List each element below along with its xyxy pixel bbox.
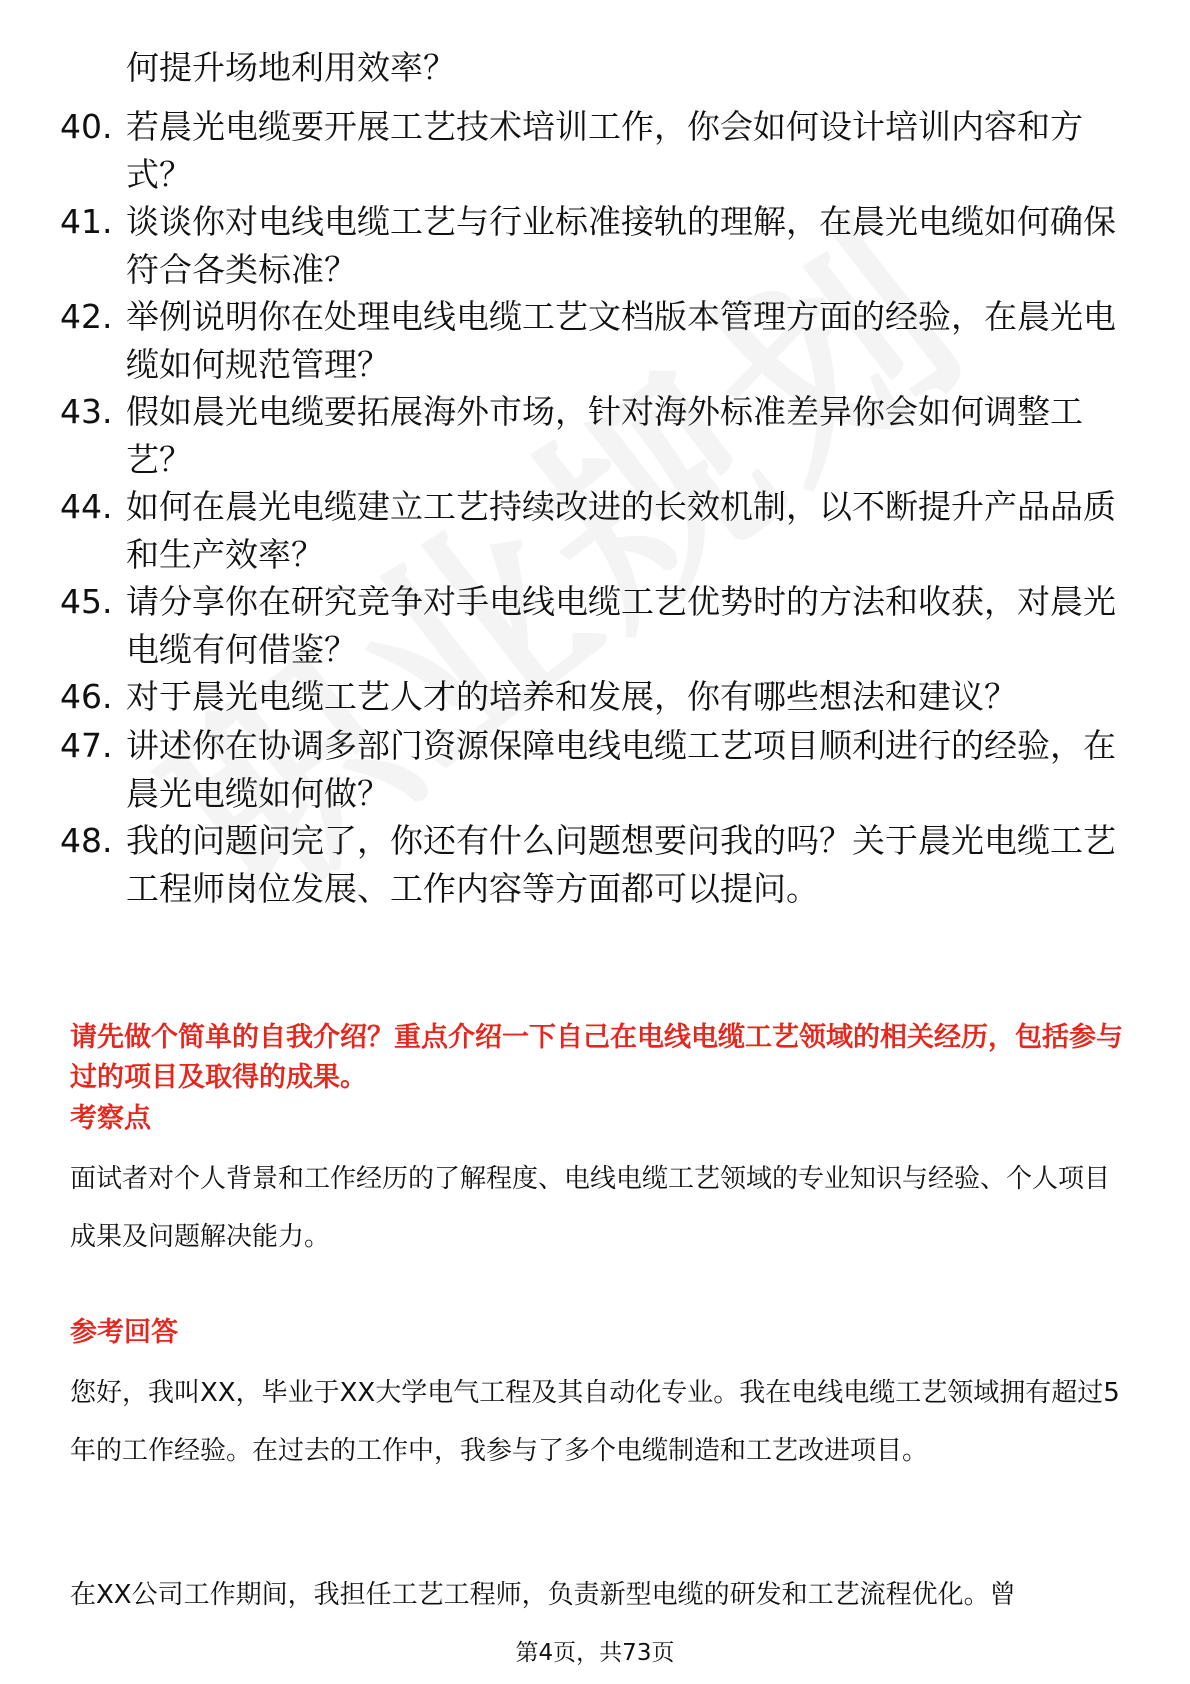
question-text: 举例说明你在处理电线电缆工艺文档版本管理方面的经验，在晨光电缆如何规范管理？ [126,297,1116,384]
question-number: 45. [60,582,113,621]
reference-label: 参考回答 [70,1317,178,1348]
question-item [60,722,1120,818]
question-number: 44. [60,487,113,526]
question-item [60,817,1120,913]
reference-paragraph-2: 在XX公司工作期间，我担任工艺工程师，负责新型电缆的研发和工艺流程优化。曾 [70,1580,1016,1610]
question-number: 47. [60,726,113,765]
question-text: 如何在晨光电缆建立工艺持续改进的长效机制，以不断提升产品品质和生产效率？ [126,487,1116,574]
question-item [60,388,1120,484]
question-text: 假如晨光电缆要拓展海外市场，针对海外标准差异你会如何调整工艺？ [126,392,1083,479]
reference-paragraph-1: 您好，我叫XX，毕业于XX大学电气工程及其自动化专业。我在电线电缆工艺领域拥有超过5年的工作经验。在过去的工作中，我参与了多个电缆制造和工艺改进项目。 [70,1378,1120,1466]
question-text: 对于晨光电缆工艺人才的培养和发展，你有哪些想法和建议？ [126,677,1017,716]
question-item [60,483,1120,579]
question-item [60,293,1120,389]
question-number: 40. [60,107,113,146]
question-number: 41. [60,202,113,241]
highlight-question: 请先做个简单的自我介绍？重点介绍一下自己在电线电缆工艺领域的相关经历，包括参与过的项目及取得的成果。 [70,1022,1123,1093]
inspection-label: 考察点 [70,1103,151,1134]
question-text: 若晨光电缆要开展工艺技术培训工作，你会如何设计培训内容和方式？ [126,107,1083,194]
question-text: 请分享你在研究竞争对手电线电缆工艺优势时的方法和收获，对晨光电缆有何借鉴？ [126,582,1116,669]
question-continued [60,44,1120,92]
question-text: 何提升场地利用效率？ [126,48,456,87]
question-item [60,198,1120,294]
question-text: 谈谈你对电线电缆工艺与行业标准接轨的理解，在晨光电缆如何确保符合各类标准？ [126,202,1116,289]
question-text: 讲述你在协调多部门资源保障电线电缆工艺项目顺利进行的经验，在晨光电缆如何做？ [126,726,1116,813]
page-footer: 第4页，共73页 [515,1640,675,1666]
question-item [60,578,1120,674]
question-item [60,103,1120,199]
question-item [60,673,1120,721]
question-number: 48. [60,821,113,860]
question-number-spacer [60,44,126,92]
inspection-text: 面试者对个人背景和工作经历的了解程度、电线电缆工艺领域的专业知识与经验、个人项目成果及问题解决能力。 [70,1164,1111,1252]
question-number: 43. [60,392,113,431]
question-number: 46. [60,677,113,716]
question-number: 42. [60,297,113,336]
question-text: 我的问题问完了，你还有什么问题想要问我的吗？关于晨光电缆工艺工程师岗位发展、工作内容等方面都可以提问。 [126,821,1116,908]
